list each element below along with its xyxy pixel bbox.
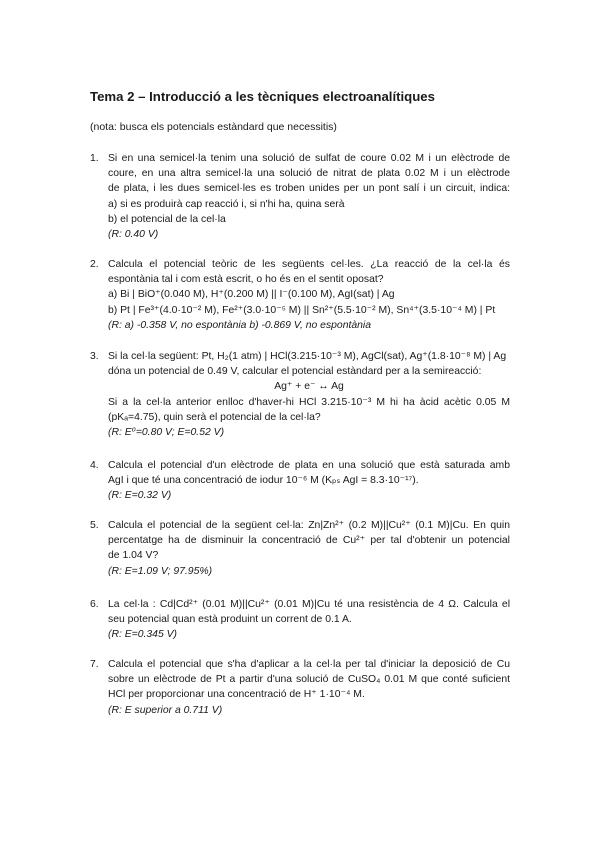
- question-3: [90, 349, 510, 440]
- half-reaction-equation: Ag⁺ + e⁻ ↔ Ag: [274, 381, 344, 393]
- question-number: 5.: [90, 520, 99, 531]
- question-text-line: coure, en una altra semicel·la una solució de nitrat de plata 0.02 M i un elèctrode: [108, 168, 510, 180]
- question-7: [90, 657, 510, 718]
- question-text-line: percentatge ha de disminuir la concentració de Cu²⁺ per tal d'obtenir un potencial: [108, 535, 510, 547]
- question-text-line: Si la cel·la següent: Pt, H₂(1 atm) | HCl(3.215·10⁻³ M), AgCl(sat), Ag⁺(1.8·10⁻⁸ M) | Ag: [108, 351, 507, 362]
- question-text-line: Calcula el potencial d'un elèctrode de plata en una solució que està saturada amb: [108, 460, 510, 471]
- question-text-line: b) el potencial de la cel·la: [108, 213, 226, 225]
- question-text-line: AgI i que té una concentració de iodur 10⁻⁶ M (Kₚₛ AgI = 8.3·10⁻¹⁷).: [108, 475, 419, 487]
- question-answer: (R: E=0.32 V): [108, 490, 172, 502]
- question-text-line: Calcula el potencial de la següent cel·la: Zn|Zn²⁺ (0.2 M)||Cu²⁺ (0.1 M)|Cu. En quin: [108, 520, 510, 531]
- question-number: 4.: [90, 460, 99, 471]
- question-text-line: HCl per proporcionar una concentració de H⁺ 1·10⁻⁴ M.: [108, 689, 365, 701]
- question-4: [90, 458, 510, 504]
- question-answer: (R: E=0.345 V): [108, 629, 178, 641]
- question-text-line: Si a la cel·la anterior enlloc d'haver-hi HCl 3.215·10⁻³ M hi ha àcid acètic 0.05 M: [108, 396, 510, 408]
- question-text-line: La cel·la : Cd|Cd²⁺ (0.01 M)||Cu²⁺ (0.01 M)|Cu té una resistència de 4 Ω. Calcula el: [108, 599, 510, 610]
- question-text-line: seu potencial quan està produint un corrent de 0.1 A.: [108, 614, 352, 626]
- question-text-line: b) Pt | Fe³⁺(4.0·10⁻² M), Fe²⁺(3.0·10⁻⁵ M) || Sn²⁺(5.5·10⁻² M), Sn⁴⁺(3.5·10⁻⁴ M) | Pt: [108, 304, 496, 316]
- question-text-line: de plata, i les dues semicel·les es troben unides per un pont salí i un circuit, indica:: [108, 183, 510, 195]
- question-text-line: Calcula el potencial teòric de les següents cel·les. ¿La reacció de la cel·la és: [108, 259, 510, 270]
- question-text-line: dóna un potencial de 0.49 V, calcular el potencial estàndard per a la semireacció:: [108, 366, 482, 378]
- question-text-line: a) si es produirà cap reacció i, si n'hi ha, quina serà: [108, 198, 345, 210]
- question-answer: (R: E=1.09 V; 97.95%): [108, 565, 213, 577]
- question-5: [90, 518, 510, 579]
- question-text-line: de 1.04 V?: [108, 550, 159, 562]
- question-answer: (R: 0.40 V): [108, 229, 159, 241]
- question-number: 2.: [90, 259, 99, 270]
- question-number: 1.: [90, 153, 99, 164]
- question-number: 7.: [90, 659, 99, 670]
- question-text-line: a) Bi | BiO⁺(0.040 M), H⁺(0.200 M) || I⁻(0.100 M), AgI(sat) | Ag: [108, 289, 395, 301]
- question-6: [90, 597, 510, 643]
- question-text-line: sobre un elèctrode de Pt a partir d'una solució de CuSO₄ 0.01 M que conté suficient: [108, 674, 510, 686]
- question-number: 3.: [90, 351, 99, 362]
- question-text-line: Si en una semicel·la tenim una solució de sulfat de coure 0.02 M i un elèctrode de: [108, 153, 510, 164]
- question-answer: (R: a) -0.358 V, no espontània b) -0.869 V, no espontània: [108, 319, 372, 331]
- question-text-line: espontània tal i com està escrit, o ho és en el sentit oposat?: [108, 274, 384, 286]
- standard-potentials-note: (nota: busca els potencials estàndard que necessitis): [90, 121, 337, 133]
- question-2: [90, 257, 510, 333]
- question-text-line: (pKₐ=4.75), quin serà el potencial de la cel·la?: [108, 411, 321, 423]
- question-text-line: Calcula el potencial que s'ha d'aplicar a la cel·la per tal d'iniciar la deposició de Cu: [108, 659, 510, 670]
- question-number: 6.: [90, 599, 99, 610]
- question-answer: (R: E superior a 0.711 V): [108, 704, 223, 716]
- question-answer: (R: E⁰=0.80 V; E=0.52 V): [108, 427, 225, 439]
- question-1: [90, 151, 510, 242]
- page-title: Tema 2 – Introducció a les tècniques electroanalítiques: [90, 89, 435, 104]
